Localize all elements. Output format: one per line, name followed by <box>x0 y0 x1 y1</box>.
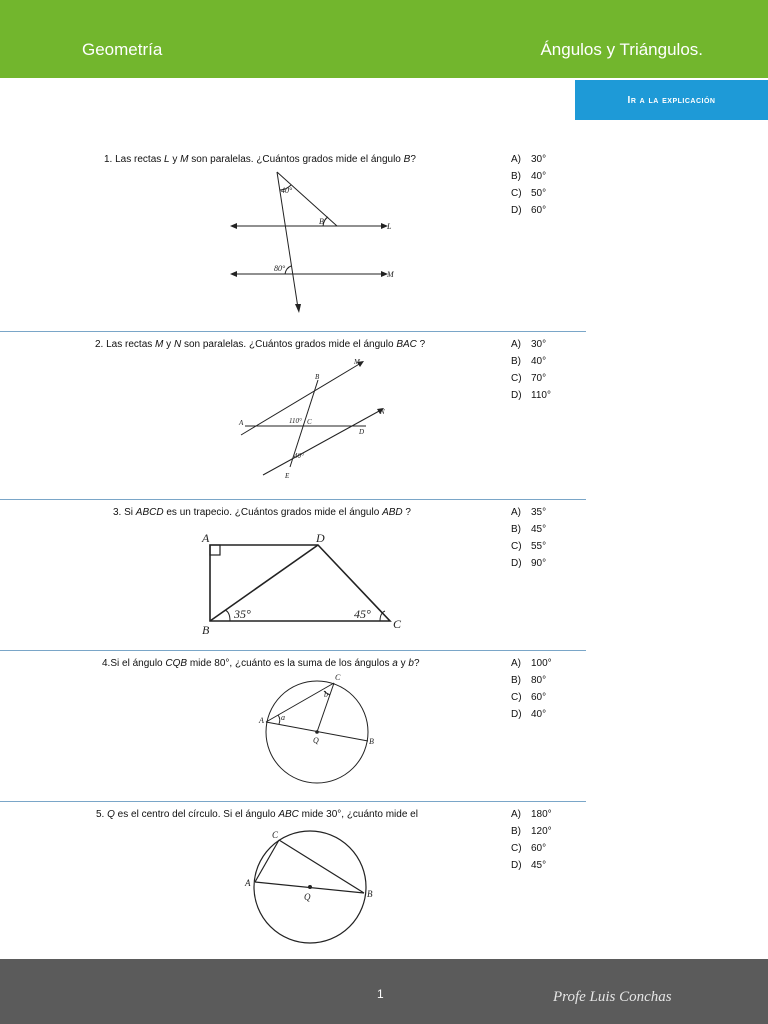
option-c[interactable]: C) 50° <box>511 188 547 199</box>
separator-3 <box>0 650 586 651</box>
separator-4 <box>0 801 586 802</box>
question-1-text: 1. Las rectas L y M son paralelas. ¿Cuántos grados mide el ángulo B? <box>104 154 416 165</box>
option-a[interactable]: A) 30° <box>511 339 547 350</box>
question-5-text: 5. Q es el centro del círculo. Si el ángulo ABC mide 30°, ¿cuánto mide el <box>96 809 418 820</box>
question-2-options <box>511 336 551 404</box>
option-b[interactable]: B) 40° <box>511 356 547 367</box>
option-b[interactable]: B) 80° <box>511 675 547 686</box>
angle-40-label: 40° <box>281 186 293 195</box>
label-b-small: b <box>324 690 328 699</box>
signature-text: Profe Luis Conchas <box>553 989 672 1005</box>
footer-bar <box>0 959 768 1024</box>
label-c: C <box>307 418 312 426</box>
separator-1 <box>0 331 586 332</box>
angle-80-label: 80° <box>274 264 286 273</box>
angle-35-label: 35° <box>234 607 251 621</box>
label-b: B <box>369 737 374 746</box>
label-c: C <box>272 830 279 840</box>
question-3-options <box>511 504 546 572</box>
label-b: B <box>319 217 324 226</box>
question-1-options <box>511 151 546 219</box>
option-c[interactable]: C) 55° <box>511 541 547 552</box>
signature <box>553 981 703 1011</box>
label-c: C <box>335 673 341 682</box>
option-a[interactable]: A) 100° <box>511 658 552 669</box>
label-a: A <box>245 878 251 888</box>
question-4-options <box>511 655 552 723</box>
label-b: B <box>315 373 320 381</box>
topic-title: Ángulos y Triángulos. <box>540 40 703 59</box>
question-3-figure <box>198 528 408 640</box>
question-2-figure <box>228 352 408 482</box>
option-d[interactable]: D) 90° <box>511 558 547 569</box>
label-a-small: a <box>281 713 285 722</box>
label-c: C <box>393 617 402 631</box>
option-d[interactable]: D) 110° <box>511 390 551 401</box>
option-d[interactable]: D) 45° <box>511 860 547 871</box>
option-c[interactable]: C) 70° <box>511 373 547 384</box>
option-b[interactable]: B) 120° <box>511 826 552 837</box>
header-bar <box>0 0 768 78</box>
question-4-text: 4.Si el ángulo CQB mide 80°, ¿cuánto es la suma de los ángulos a y b? <box>102 658 420 669</box>
option-c[interactable]: C) 60° <box>511 692 547 703</box>
option-d[interactable]: D) 60° <box>511 205 547 216</box>
label-l: L <box>387 222 392 231</box>
label-m: M <box>387 270 394 279</box>
label-b: B <box>367 889 373 899</box>
option-b[interactable]: B) 40° <box>511 171 547 182</box>
label-m: M <box>354 358 360 366</box>
question-5-figure <box>240 825 380 950</box>
label-n: N <box>380 408 385 416</box>
separator-2 <box>0 499 586 500</box>
question-4-figure <box>256 668 380 792</box>
angle-40-label: 40° <box>294 452 304 460</box>
question-3-text: 3. Si ABCD es un trapecio. ¿Cuántos grados mide el ángulo ABD ? <box>113 507 411 518</box>
option-a[interactable]: A) 30° <box>511 154 547 165</box>
option-a[interactable]: A) 35° <box>511 507 547 518</box>
label-a: A <box>259 716 264 725</box>
label-q: Q <box>304 892 311 902</box>
question-1-figure <box>225 168 405 318</box>
option-a[interactable]: A) 180° <box>511 809 552 820</box>
go-to-explanation-button[interactable]: Ir a la explicación <box>575 80 768 120</box>
label-a: A <box>239 419 244 427</box>
label-d: D <box>359 428 365 436</box>
label-e: E <box>285 472 290 480</box>
option-b[interactable]: B) 45° <box>511 524 547 535</box>
question-2-text: 2. Las rectas M y N son paralelas. ¿Cuántos grados mide el ángulo BAC ? <box>95 339 426 350</box>
angle-110-label: 110° <box>289 417 302 425</box>
subject-title: Geometría <box>82 40 163 59</box>
label-b: B <box>202 623 210 637</box>
label-q: Q <box>313 736 319 745</box>
option-d[interactable]: D) 40° <box>511 709 547 720</box>
page-number: 1 <box>377 987 384 1001</box>
label-d: D <box>316 531 325 545</box>
label-a: A <box>202 531 210 545</box>
angle-45-label: 45° <box>354 607 371 621</box>
option-c[interactable]: C) 60° <box>511 843 547 854</box>
question-5-options <box>511 806 552 874</box>
